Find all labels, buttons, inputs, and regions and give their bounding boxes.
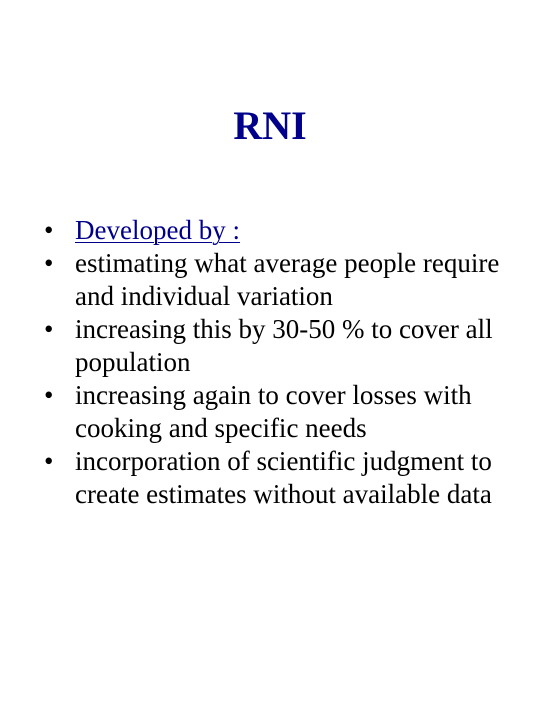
bullet-list — [44, 214, 514, 511]
bullet-dot-icon: • — [44, 215, 54, 245]
slide-title: RNI — [233, 103, 307, 148]
bullet-dot-icon: • — [44, 248, 54, 278]
bullet-dot-icon: • — [44, 314, 54, 344]
bullet-text: increasing again to cover losses with cooking and specific needs — [75, 380, 472, 443]
bullet-text: increasing this by 30-50 % to cover all population — [75, 314, 493, 377]
bullet-text: incorporation of scientific judgment to create estimates without available data — [75, 446, 492, 509]
bullet-item-increasing-losses — [44, 379, 514, 445]
bullet-item-estimating — [44, 247, 514, 313]
bullet-dot-icon: • — [44, 446, 54, 476]
bullet-item-increasing-population — [44, 313, 514, 379]
bullet-item-developed-by[interactable] — [44, 214, 514, 247]
developed-by-link[interactable]: Developed by : — [75, 215, 240, 245]
bullet-dot-icon: • — [44, 380, 54, 410]
bullet-item-scientific-judgment — [44, 445, 514, 511]
bullet-text: estimating what average people require and individual variation — [75, 248, 500, 311]
